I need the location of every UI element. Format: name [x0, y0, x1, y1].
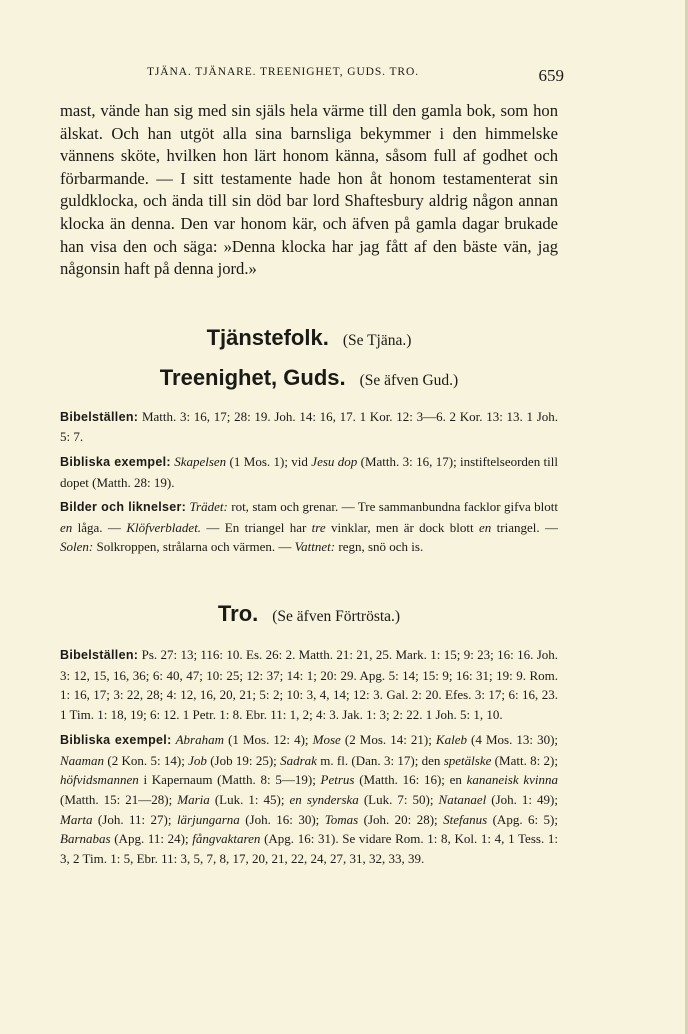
- reference-text: (Apg. 16: 31). Se vidare Rom. 1: 8, Kol. 1: 4, 1 Tess. 1: 3, 2 Tim. 1: 5, Ebr. 11: 3, 5, 7, 8, 17, 20, 21, 22, 24, 27, 31, 32, 33, 39.: [60, 831, 558, 866]
- entry-bibelstallen-treenighet: [60, 407, 558, 447]
- reference-text: (1 Mos. 12: 4);: [224, 732, 313, 748]
- emphasized-term: höfvidsmannen: [60, 772, 139, 788]
- emphasized-term: Solen:: [60, 539, 94, 555]
- cross-reference: (Se äfven Förtrösta.): [272, 607, 401, 625]
- reference-text: låga. —: [72, 519, 127, 535]
- reference-text: (Apg. 11: 24);: [110, 831, 193, 847]
- heading-title: Tjänstefolk.: [206, 324, 329, 350]
- emphasized-term: Stefanus: [443, 811, 488, 827]
- emphasized-term: kananeisk kvinna: [466, 772, 558, 788]
- emphasized-term: Petrus: [320, 772, 355, 788]
- reference-text: (2 Kon. 5: 14);: [104, 752, 189, 768]
- emphasized-term: Natanael: [438, 792, 487, 808]
- page-body: [60, 100, 558, 868]
- reference-text: Solkroppen, strålarna och värmen. —: [93, 539, 295, 555]
- page-number: 659: [538, 66, 564, 85]
- reference-text: rot, stam och grenar. — Tre sammanbundna facklor gifva blott: [227, 499, 558, 515]
- reference-text: (Apg. 6: 5);: [487, 811, 558, 827]
- heading-treenighet: [60, 365, 558, 391]
- paragraph-text: mast, vände han sig med sin själs hela värme till den gamla bok, som hon älskat. Och han utgöt alla sina barnsliga bekymmer i den himmelske vännens sköte, hvilken hon lärt honom känna, såsom full af godhet och förbarmande. — I sitt testamente hade hon åt honom testamenterat sin guldklocka, och ända till sin död bar lord Shaftesbury aldrig någon annan klocka än denna. Den var honom kär, och äfven på gamla dagar brukade han visa den och säga: »Denna klocka har jag fått af den bäste vän, jag någonsin haft på denna jord.»: [60, 101, 558, 279]
- reference-text: (Matth. 3: 16, 17); instiftelseorden till dopet (Matth. 28: 19).: [60, 453, 559, 490]
- emphasized-term: tre: [311, 519, 326, 535]
- reference-text: (Job 19: 25);: [206, 752, 281, 768]
- reference-text: (Joh. 20: 28);: [358, 811, 444, 827]
- reference-text: m. fl. (Dan. 3: 17); den: [316, 752, 444, 768]
- reference-text: i Kapernaum (Matth. 8: 5—19);: [138, 772, 321, 788]
- continued-paragraph: [60, 100, 558, 281]
- entry-text: Ps. 27: 13; 116: 10. Es. 26: 2. Matth. 21: 21, 25. Mark. 1: 15; 9: 23; 16: 16. Joh. 3: 12, 15, 16, 36; 6: 40, 47; 10: 25; 12: 37; 14: 1; 20: 29. Apg. 5: 14; 15: 9; 16: 31; 19: 9. Rom. 1: 16, 17; 3: 22, 28; 4: 12, 16, 20, 21; 5: 2; 10: 3, 4, 14; 12: 3. Gal. 2: 20. Efes. 3: 17; 6: 16, 23. 1 Tim. 1: 18, 19; 6: 12. 1 Petr. 1: 8. Ebr. 11: 1, 2; 4: 3. Jak. 1: 3; 2: 22. 1 Joh. 5: 1, 10.: [60, 646, 558, 722]
- reference-text: (Matth. 16: 16); en: [354, 772, 467, 788]
- heading-title: Tro.: [217, 600, 259, 626]
- emphasized-term: Skapelsen: [174, 453, 227, 469]
- emphasized-term: Kaleb: [435, 732, 467, 748]
- emphasized-term: Job: [188, 752, 207, 768]
- cross-reference: (Se Tjäna.): [342, 331, 412, 349]
- emphasized-term: en: [479, 519, 492, 535]
- reference-text: regn, snö och is.: [335, 539, 424, 555]
- emphasized-term: Klöfverbladet.: [126, 519, 202, 535]
- emphasized-term: Sadrak: [280, 752, 317, 768]
- reference-text: (Luk. 7: 50);: [358, 792, 439, 808]
- entry-label: Bibliska exempel:: [60, 454, 171, 469]
- emphasized-term: Tomas: [324, 811, 359, 827]
- emphasized-term: Trädet:: [189, 499, 228, 515]
- emphasized-term: en: [60, 519, 73, 535]
- entry-text: Matth. 3: 16, 17; 28: 19. Joh. 14: 16, 17. 1 Kor. 12: 3—6. 2 Kor. 13: 13. 1 Joh. 5: 7.: [60, 408, 559, 445]
- reference-text: (Matt. 8: 2);: [491, 752, 558, 768]
- emphasized-term: lärjungarna: [176, 811, 240, 827]
- emphasized-term: Vattnet:: [294, 539, 336, 555]
- reference-text: (Luk. 1: 45);: [209, 792, 290, 808]
- running-title: TJÄNA. TJÄNARE. TREENIGHET, GUDS. TRO.: [147, 66, 419, 78]
- entry-label: Bibelställen:: [60, 647, 139, 662]
- emphasized-term: Barnabas: [60, 831, 111, 847]
- entry-bilder-treenighet: [60, 497, 558, 557]
- emphasized-term: Abraham: [175, 732, 224, 748]
- heading-title: Treenighet, Guds.: [159, 364, 346, 390]
- entry-exempel-treenighet: [60, 452, 558, 492]
- reference-text: (2 Mos. 14: 21);: [340, 732, 436, 748]
- running-header: [60, 66, 564, 90]
- entry-label: Bibliska exempel:: [60, 733, 172, 748]
- emphasized-term: Naaman: [60, 752, 105, 768]
- reference-text: (1 Mos. 1); vid: [226, 453, 312, 469]
- reference-text: (Joh. 11: 27);: [92, 811, 177, 827]
- entry-bibelstallen-tro: [60, 645, 558, 724]
- reference-text: — En triangel har: [201, 519, 312, 535]
- reference-text: (Matth. 15: 21—28);: [60, 792, 178, 808]
- entry-label: Bilder och liknelser:: [60, 500, 187, 515]
- emphasized-term: Maria: [177, 792, 210, 808]
- reference-text: triangel. —: [491, 519, 558, 535]
- reference-text: (4 Mos. 13: 30);: [466, 732, 559, 748]
- heading-tro: [60, 601, 558, 627]
- emphasized-term: spetälske: [443, 752, 492, 768]
- entry-label: Bibelställen:: [60, 409, 139, 424]
- cross-reference: (Se äfven Gud.): [359, 371, 459, 389]
- reference-text: (Joh. 1: 49);: [486, 792, 558, 808]
- emphasized-term: Marta: [60, 811, 93, 827]
- emphasized-term: en synderska: [289, 792, 359, 808]
- emphasized-term: Mose: [312, 732, 341, 748]
- entry-text: [60, 732, 558, 866]
- emphasized-term: fångvaktaren: [192, 831, 261, 847]
- reference-text: vinklar, men är dock blott: [325, 519, 480, 535]
- entry-exempel-tro: [60, 730, 558, 868]
- reference-text: (Joh. 16: 30);: [239, 811, 325, 827]
- emphasized-term: Jesu dop: [311, 453, 358, 469]
- heading-tjanstefolk: [60, 325, 558, 351]
